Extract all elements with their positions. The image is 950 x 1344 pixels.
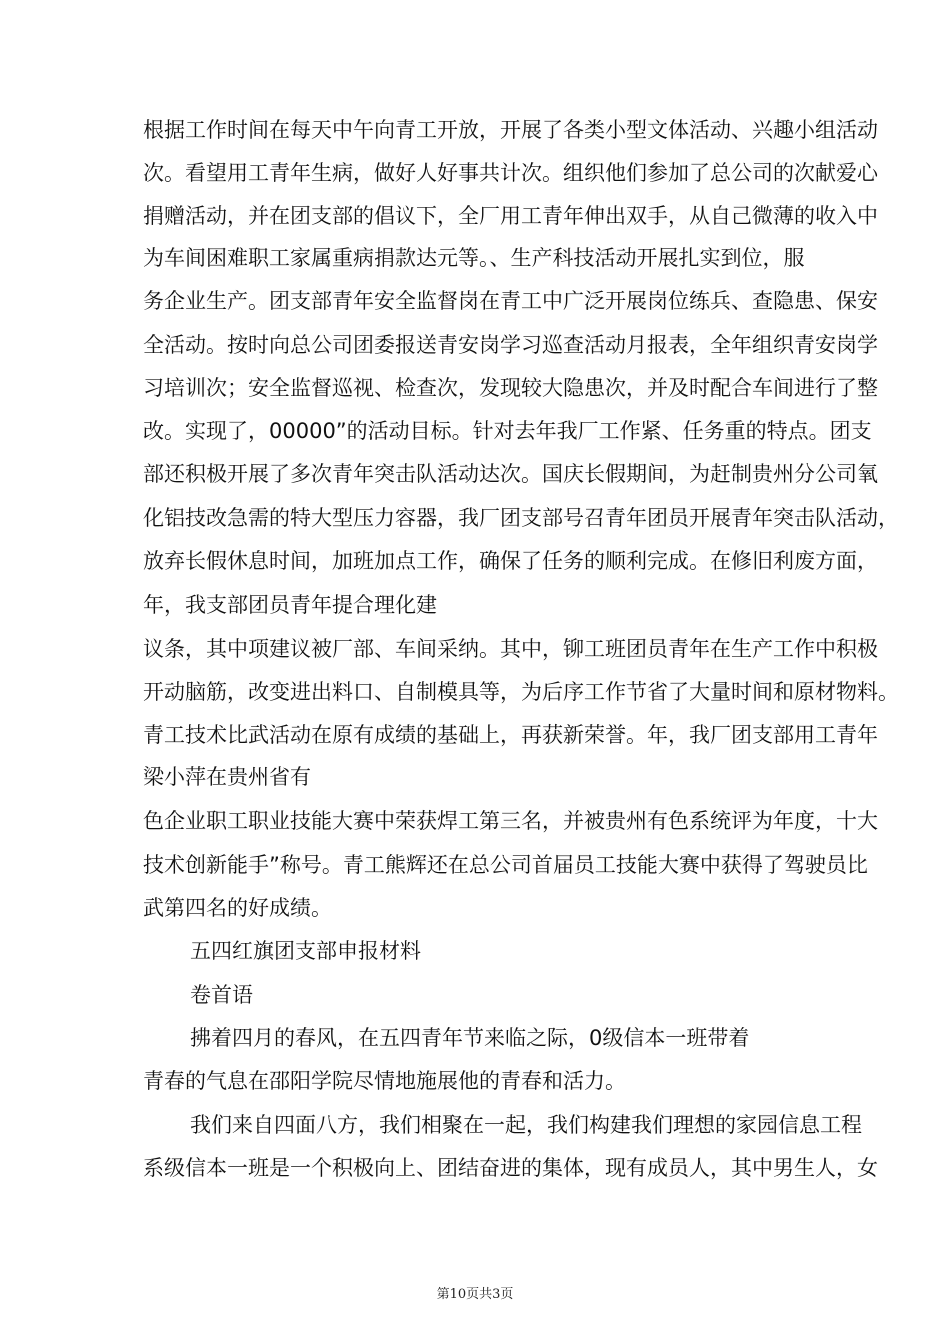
text-line: 改。实现了，00000”的活动目标。针对去年我厂工作紧、任务重的特点。团支 — [143, 419, 872, 443]
text-line: 部还积极开展了多次青年突击队活动达次。国庆长假期间，为赶制贵州分公司氧 — [143, 462, 878, 486]
text-line: 根据工作时间在每天中午向青工开放，开展了各类小型文体活动、兴趣小组活动 — [143, 118, 878, 142]
text-line: 务企业生产。团支部青年安全监督岗在青工中广泛开展岗位练兵、查隐患、保安 — [143, 289, 878, 313]
text-line: 色企业职工职业技能大赛中荣获焊工第三名，并被贵州有色系统评为年度，十大 — [143, 809, 878, 833]
text-line: 次。看望用工青年生病，做好人好事共计次。组织他们参加了总公司的次献爱心 — [143, 161, 878, 185]
text-line: 系级信本一班是一个积极向上、团结奋进的集体，现有成员人，其中男生人，女 — [143, 1156, 878, 1180]
text-line: 开动脑筋，改变进出料口、自制模具等，为后序工作节省了大量时间和原材物料。 — [143, 680, 899, 704]
text-line: 习培训次；安全监督巡视、检查次，发现较大隐患次，并及时配合车间进行了整 — [143, 376, 878, 400]
text-line: 捐赠活动，并在团支部的倡议下，全厂用工青年伸出双手，从自己微薄的收入中 — [143, 204, 878, 228]
text-line: 武第四名的好成绩。 — [143, 896, 332, 920]
text-line: 技术创新能手”称号。青工熊辉还在总公司首届员工技能大赛中获得了驾驶员比 — [143, 853, 868, 877]
text-line: 青春的气息在邵阳学院尽情地施展他的青春和活力。 — [143, 1069, 626, 1093]
text-line: 放弃长假休息时间，加班加点工作，确保了任务的顺利完成。在修旧利废方面， — [143, 549, 878, 573]
text-line: 梁小萍在贵州省有 — [143, 765, 311, 789]
text-line: 全活动。按时向总公司团委报送青安岗学习巡查活动月报表，全年组织青安岗学 — [143, 333, 878, 357]
section-title: 五四红旗团支部申报材料 — [190, 939, 421, 963]
text-line: 我们来自四面八方，我们相聚在一起，我们构建我们理想的家园信息工程 — [190, 1113, 862, 1137]
text-line: 议条，其中项建议被厂部、车间采纳。其中，铆工班团员青年在生产工作中积极 — [143, 637, 878, 661]
text-line: 青工技术比武活动在原有成绩的基础上，再获新荣誉。年，我厂团支部用工青年 — [143, 723, 878, 747]
text-line: 为车间困难职工家属重病捐款达元等。、生产科技活动开展扎实到位，服 — [143, 246, 805, 270]
section-subtitle: 卷首语 — [190, 983, 253, 1007]
text-line: 年，我支部团员青年提合理化建 — [143, 593, 437, 617]
text-line: 化铝技改急需的特大型压力容器，我厂团支部号召青年团员开展青年突击队活动， — [143, 506, 899, 530]
page-number: 第10页共3页 — [436, 1287, 514, 1302]
text-line: 拂着四月的春风，在五四青年节来临之际，0级信本一班带着 — [190, 1026, 750, 1050]
